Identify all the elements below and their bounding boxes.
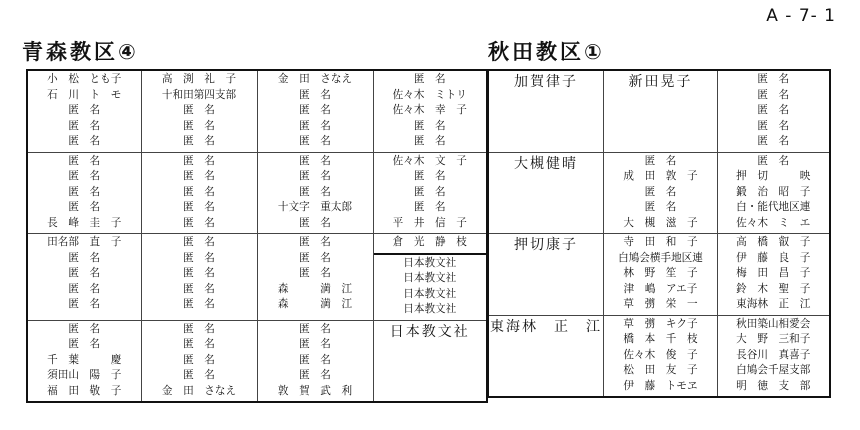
page-code: A - 7- 1 bbox=[766, 6, 836, 26]
donor-name: 橋 本 千 枝 bbox=[623, 333, 698, 345]
donor-name: 匿 名 bbox=[644, 201, 677, 213]
donor-name: 伊 藤 トモヱ bbox=[623, 379, 698, 392]
donor-name: 匿 名 bbox=[299, 353, 331, 366]
donor-name: 匿 名 bbox=[757, 154, 790, 167]
donor-name: 匿 名 bbox=[299, 104, 331, 116]
donor-name: 匿 名 bbox=[68, 338, 101, 350]
donor-name: 田名部 直 子 bbox=[47, 236, 122, 248]
donor-name: 佐々木 文 子 bbox=[392, 154, 467, 167]
table-row bbox=[488, 234, 830, 316]
name-list bbox=[142, 321, 257, 402]
donor-name: 森 満 江 bbox=[277, 282, 353, 295]
donor-name: 鈴 木 聖 子 bbox=[736, 282, 811, 295]
donor-name: 大 野 三和子 bbox=[736, 333, 811, 345]
name-list bbox=[718, 71, 829, 152]
donor-name: 津 嶋 アエ子 bbox=[623, 282, 698, 295]
name-list bbox=[258, 321, 373, 402]
name-list bbox=[374, 234, 487, 253]
name-list bbox=[28, 71, 141, 152]
donor-name: 匿 名 bbox=[413, 73, 446, 85]
donor-name: 福 田 敬 子 bbox=[47, 384, 122, 397]
donor-name: 匿 名 bbox=[68, 135, 101, 147]
donor-name: 日本教文社 bbox=[403, 256, 457, 269]
donor-name: 秋田築山相愛会 bbox=[736, 317, 811, 330]
donor-name: 匿 名 bbox=[183, 322, 215, 335]
table-cell bbox=[141, 152, 257, 234]
name-list bbox=[142, 153, 257, 234]
donor-name: 匿 名 bbox=[183, 353, 215, 366]
donor-name: 匿 名 bbox=[413, 170, 446, 182]
donor-name: 長谷川 真喜子 bbox=[736, 348, 811, 361]
table-cell bbox=[718, 315, 830, 397]
table-cell bbox=[488, 70, 604, 152]
name-list bbox=[258, 71, 373, 152]
table-cell bbox=[488, 315, 604, 397]
donor-name: 高 渕 礼 子 bbox=[161, 73, 237, 85]
featured-donor-name: 大槻健晴 bbox=[514, 155, 578, 172]
donor-name: 匿 名 bbox=[183, 251, 215, 264]
donor-name: 小 松 とも子 bbox=[47, 73, 122, 85]
donor-name: 匿 名 bbox=[183, 338, 215, 350]
table-cell bbox=[27, 234, 141, 321]
donor-name: 大 槻 滋 子 bbox=[623, 216, 698, 229]
featured-donor-name: 新田晃子 bbox=[628, 74, 693, 90]
donor-name: 佐々木 俊 子 bbox=[623, 348, 698, 361]
table-cell bbox=[373, 70, 487, 152]
donor-name: 匿 名 bbox=[68, 154, 101, 167]
donor-name: 鍛 治 昭 子 bbox=[736, 185, 811, 198]
donor-name: 匿 名 bbox=[757, 104, 790, 116]
donor-name: 長 峰 圭 子 bbox=[47, 216, 122, 229]
donor-name: 匿 名 bbox=[644, 154, 677, 167]
donor-name: 十文字 重太郎 bbox=[277, 201, 353, 213]
donor-name: 匿 名 bbox=[68, 170, 101, 182]
donor-name: 匿 名 bbox=[757, 88, 790, 101]
donor-name: 梅 田 昌 子 bbox=[736, 267, 811, 279]
donor-name: 匿 名 bbox=[183, 104, 215, 116]
table-cell bbox=[488, 152, 604, 234]
table-row bbox=[27, 70, 487, 152]
donor-name: 敦 賀 武 利 bbox=[277, 384, 353, 397]
donor-name: 匿 名 bbox=[68, 201, 101, 213]
donor-name: 匿 名 bbox=[183, 135, 215, 147]
table-cell bbox=[257, 234, 373, 321]
table-row bbox=[27, 234, 487, 321]
donor-name: 匿 名 bbox=[183, 154, 215, 167]
donor-name: 匿 名 bbox=[183, 119, 215, 132]
table-cell bbox=[373, 320, 487, 402]
donor-name: 平 井 信 子 bbox=[392, 216, 467, 229]
donor-name: 匿 名 bbox=[183, 267, 215, 279]
name-list bbox=[718, 316, 829, 397]
donor-name: 匿 名 bbox=[299, 369, 331, 381]
donor-name: 匿 名 bbox=[413, 185, 446, 198]
donor-name: 高 橋 叡 子 bbox=[736, 236, 811, 248]
name-list bbox=[604, 234, 717, 315]
table-cell bbox=[604, 152, 718, 234]
split-cell-top bbox=[374, 234, 487, 255]
donor-name: 匿 名 bbox=[68, 322, 101, 335]
table-cell bbox=[27, 70, 141, 152]
donor-name: 匿 名 bbox=[299, 170, 331, 182]
donor-name: 林 野 笙 子 bbox=[623, 267, 698, 279]
donor-name: 白・能代地区連 bbox=[736, 201, 811, 213]
table-cell bbox=[27, 320, 141, 402]
donor-name: 匿 名 bbox=[68, 119, 101, 132]
donor-name: 日本教文社 bbox=[403, 287, 457, 300]
donor-name: 森 満 江 bbox=[277, 298, 353, 310]
donor-name: 匿 名 bbox=[413, 135, 446, 147]
donor-name: 匿 名 bbox=[183, 170, 215, 182]
name-list bbox=[142, 234, 257, 315]
table-cell bbox=[257, 152, 373, 234]
donor-name: 佐々木 ミトリ bbox=[392, 88, 467, 101]
donor-name: 千 葉 慶 bbox=[47, 353, 122, 366]
table-cell bbox=[373, 234, 487, 321]
donor-name: 匿 名 bbox=[183, 236, 215, 248]
table-row bbox=[27, 152, 487, 234]
table-cell bbox=[718, 152, 830, 234]
name-list bbox=[718, 153, 829, 234]
donor-name: 匿 名 bbox=[299, 251, 331, 264]
donor-name: 成 田 敦 子 bbox=[623, 170, 698, 182]
donor-name: 匿 名 bbox=[68, 104, 101, 116]
donor-name: 松 田 友 子 bbox=[623, 364, 698, 376]
featured-donor-name: 加賀律子 bbox=[514, 74, 578, 90]
table-row bbox=[488, 70, 830, 152]
donor-name: 須田山 陽 子 bbox=[47, 369, 122, 381]
table-row bbox=[488, 152, 830, 234]
donor-name: 佐々木 ミ エ bbox=[736, 216, 811, 229]
donor-name: 日本教文社 bbox=[403, 272, 457, 284]
donor-name: 匿 名 bbox=[299, 236, 331, 248]
donor-name: 匿 名 bbox=[644, 185, 677, 198]
aomori-donor-table bbox=[26, 69, 488, 403]
donor-name: 匿 名 bbox=[299, 154, 331, 167]
donor-name: 匿 名 bbox=[299, 267, 331, 279]
akita-region-title: 秋田教区① bbox=[488, 40, 605, 64]
donor-name: 匿 名 bbox=[299, 135, 331, 147]
name-list bbox=[28, 321, 141, 402]
donor-name: 匿 名 bbox=[183, 216, 215, 229]
table-cell bbox=[27, 152, 141, 234]
donor-name: 十和田第四支部 bbox=[161, 88, 237, 101]
donor-name: 匿 名 bbox=[299, 216, 331, 229]
donor-name: 匿 名 bbox=[183, 201, 215, 213]
donor-name: 金 田 さなえ bbox=[277, 73, 353, 85]
donor-name: 匿 名 bbox=[183, 298, 215, 310]
donor-name: 匿 名 bbox=[68, 282, 101, 295]
featured-donor-name: 東海林 正 江 bbox=[490, 318, 602, 335]
donor-name: 匿 名 bbox=[413, 119, 446, 132]
table-cell bbox=[604, 234, 718, 316]
donor-name: 伊 藤 良 子 bbox=[736, 251, 811, 264]
donor-name: 寺 田 和 子 bbox=[623, 236, 698, 248]
table-cell bbox=[488, 234, 604, 316]
donor-name: 草 彅 キク子 bbox=[623, 317, 698, 330]
donor-name: 匿 名 bbox=[299, 322, 331, 335]
donor-name: 草 彅 栄 一 bbox=[623, 298, 698, 310]
table-cell bbox=[718, 234, 830, 316]
donor-name: 匿 名 bbox=[299, 338, 331, 350]
split-cell-bottom bbox=[374, 255, 487, 320]
table-cell bbox=[718, 70, 830, 152]
donor-name: 匿 名 bbox=[183, 185, 215, 198]
donor-name: 匿 名 bbox=[68, 185, 101, 198]
donor-name: 匿 名 bbox=[183, 369, 215, 381]
table-row bbox=[27, 320, 487, 402]
name-list bbox=[142, 71, 257, 152]
name-list bbox=[374, 153, 487, 234]
table-cell bbox=[141, 234, 257, 321]
donor-name: 匿 名 bbox=[413, 201, 446, 213]
donor-name: 石 川 ト モ bbox=[47, 88, 122, 101]
donor-name: 白鳩会千屋支部 bbox=[736, 364, 811, 376]
donor-name: 匿 名 bbox=[299, 88, 331, 101]
donor-name: 匿 名 bbox=[68, 267, 101, 279]
donor-name: 倉 光 静 枝 bbox=[392, 236, 467, 248]
donor-name: 明 徳 支 部 bbox=[736, 379, 811, 392]
name-list bbox=[28, 153, 141, 234]
name-list bbox=[718, 234, 829, 315]
donor-name: 匿 名 bbox=[68, 298, 101, 310]
name-list bbox=[374, 255, 487, 320]
donor-name: 佐々木 幸 子 bbox=[392, 104, 467, 116]
table-cell bbox=[257, 70, 373, 152]
name-list bbox=[258, 153, 373, 234]
table-cell bbox=[373, 152, 487, 234]
donor-name: 匿 名 bbox=[299, 185, 331, 198]
donor-name: 匿 名 bbox=[299, 119, 331, 132]
table-cell bbox=[604, 70, 718, 152]
table-cell bbox=[141, 320, 257, 402]
name-list bbox=[374, 71, 487, 152]
donor-name: 匿 名 bbox=[757, 135, 790, 147]
table-cell bbox=[257, 320, 373, 402]
name-list bbox=[604, 316, 717, 397]
donor-name: 金 田 さなえ bbox=[161, 384, 237, 397]
donor-name: 押 切 映 bbox=[736, 170, 811, 182]
name-list bbox=[258, 234, 373, 315]
donor-name: 日本教文社 bbox=[403, 303, 457, 315]
name-list bbox=[604, 153, 717, 234]
donor-name: 匿 名 bbox=[68, 251, 101, 264]
table-row bbox=[488, 315, 830, 397]
table-cell bbox=[141, 70, 257, 152]
donor-name: 匿 名 bbox=[757, 73, 790, 85]
table-cell bbox=[604, 315, 718, 397]
donor-name: 匿 名 bbox=[757, 119, 790, 132]
aomori-region-title: 青森教区④ bbox=[22, 40, 139, 64]
donor-name: 匿 名 bbox=[183, 282, 215, 295]
featured-donor-name: 押切康子 bbox=[514, 237, 578, 253]
name-list bbox=[28, 234, 141, 315]
akita-donor-table bbox=[486, 69, 831, 398]
featured-donor-name: 日本教文社 bbox=[389, 323, 470, 340]
donor-name: 白鳩会横手地区連 bbox=[618, 251, 703, 264]
donor-name: 東海林 正 江 bbox=[736, 298, 811, 310]
